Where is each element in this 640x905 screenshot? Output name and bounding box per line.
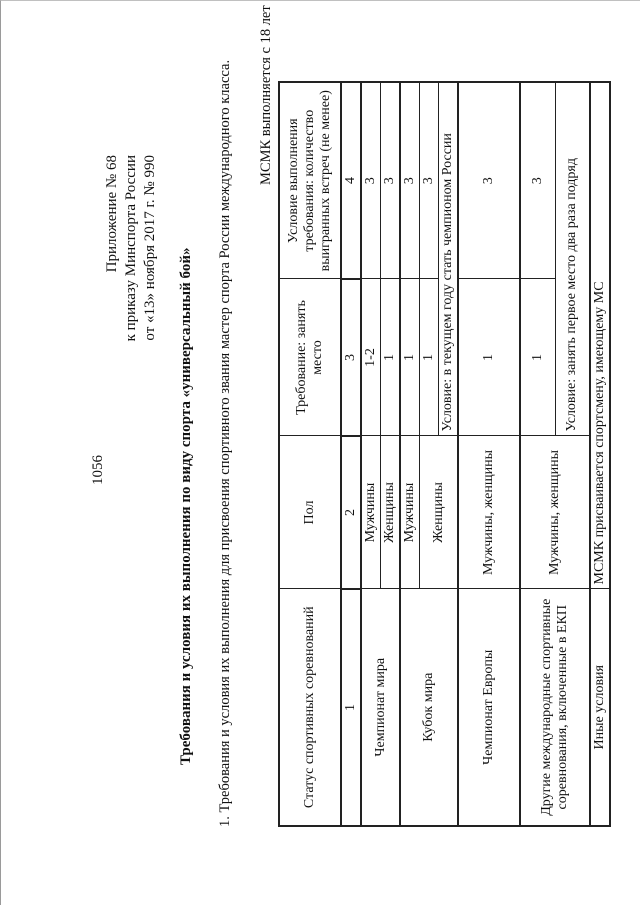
- wins-cell: 3: [520, 82, 555, 279]
- gender-cell: Женщины: [381, 436, 401, 589]
- table-row: [458, 82, 520, 826]
- status-cell: Другие международные спортивные соревнования, включенные в ЕКП: [520, 589, 590, 826]
- header-place: Требование: занять место: [279, 279, 341, 436]
- age-note: МСМК выполняется с 18 лет: [258, 5, 274, 185]
- table-row: [361, 82, 381, 826]
- requirements-table: [278, 81, 611, 827]
- place-cell: 1: [520, 279, 555, 436]
- header-gender: Пол: [279, 436, 341, 589]
- gender-cell: Мужчины, женщины: [458, 436, 520, 589]
- column-number: 3: [341, 279, 361, 436]
- status-cell: Иные условия: [590, 589, 610, 826]
- wins-cell: 3: [420, 82, 439, 279]
- wins-cell: 3: [361, 82, 381, 279]
- wins-cell: 3: [458, 82, 520, 279]
- status-cell: Чемпионат мира: [361, 589, 400, 826]
- header-wins: Условие выполнения требования: количество выигранных встреч (не менее): [279, 82, 341, 279]
- column-number: 4: [341, 82, 361, 279]
- wins-cell: 3: [381, 82, 401, 279]
- appendix-line-2: к приказу Минспорта России: [123, 155, 139, 342]
- table-row: [520, 82, 555, 826]
- column-number-row: [341, 82, 361, 826]
- document-title: Требования и условия их выполнения по виду спорта «универсальный бой»: [178, 247, 194, 765]
- condition-cell: Условие: в текущем году стать чемпионом России: [439, 82, 459, 436]
- appendix-line-3: от «13» ноября 2017 г. № 990: [142, 155, 158, 341]
- column-number: 1: [341, 589, 361, 826]
- gender-cell: Женщины: [420, 436, 459, 589]
- table-header-row: [279, 82, 341, 826]
- table-row: [400, 82, 420, 826]
- place-cell: 1: [458, 279, 520, 436]
- condition-cell: Условие: занять первое место два раза подряд: [555, 82, 590, 436]
- place-cell: 1: [420, 279, 439, 436]
- other-conditions-cell: МСМК присваивается спортсмену, имеющему МС: [590, 82, 610, 589]
- status-cell: Чемпионат Европы: [458, 589, 520, 826]
- wins-cell: 3: [400, 82, 420, 279]
- place-cell: 1: [381, 279, 401, 436]
- section-heading: 1. Требования и условия их выполнения для присвоения спортивного звания мастер спорта России международного класса.: [217, 59, 233, 827]
- table-row: [590, 82, 610, 826]
- column-number: 2: [341, 436, 361, 589]
- appendix-header: [103, 155, 160, 455]
- gender-cell: Мужчины: [400, 436, 420, 589]
- gender-cell: Мужчины: [361, 436, 381, 589]
- place-cell: 1-2: [361, 279, 381, 436]
- place-cell: 1: [400, 279, 420, 436]
- status-cell: Кубок мира: [400, 589, 458, 826]
- document-page: [15, 5, 615, 885]
- page-number: 1056: [90, 455, 106, 485]
- header-status: Статус спортивных соревнований: [279, 589, 341, 826]
- appendix-line-1: Приложение № 68: [104, 155, 120, 273]
- gender-cell: Мужчины, женщины: [520, 436, 590, 589]
